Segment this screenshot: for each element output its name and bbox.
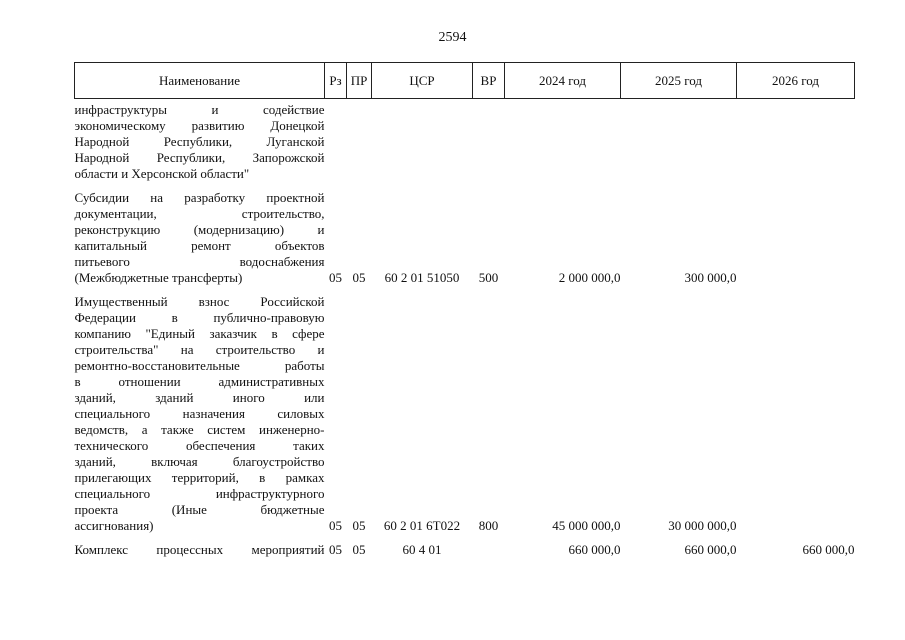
cell-vr: 500 bbox=[478, 270, 499, 285]
page-number: 2594 bbox=[438, 30, 467, 45]
header-vr: ВР bbox=[473, 63, 505, 99]
table-row bbox=[75, 286, 855, 534]
cell-2026 bbox=[737, 286, 855, 534]
cell-2024: 2 000 000,0 bbox=[558, 270, 621, 285]
header-2026: 2026 год bbox=[737, 63, 855, 99]
table-row bbox=[75, 534, 855, 558]
header-csr: ЦСР bbox=[372, 63, 473, 99]
name-line: Народной Республики, Запорожской bbox=[74, 150, 325, 165]
cell-rz bbox=[325, 99, 347, 183]
row-name bbox=[75, 182, 325, 286]
name-line: питьевого водоснабжения bbox=[74, 254, 325, 269]
cell-pr bbox=[347, 99, 372, 183]
cell-2024 bbox=[505, 99, 621, 183]
cell-vr bbox=[473, 534, 505, 558]
cell-pr: 05 bbox=[352, 542, 366, 557]
name-line: в отношении административных bbox=[74, 374, 325, 389]
name-line: зданий, зданий иного или bbox=[74, 390, 325, 405]
name-line: зданий, включая благоустройство bbox=[74, 454, 325, 469]
header-row bbox=[75, 63, 855, 99]
cell-rz: 05 bbox=[329, 518, 342, 533]
row-name bbox=[75, 534, 325, 558]
name-line: области и Херсонской области" bbox=[74, 166, 250, 181]
cell-csr: 60 2 01 6Т022 bbox=[383, 518, 461, 533]
name-line: Народной Республики, Луганской bbox=[74, 134, 325, 149]
name-line: Федерации в публично-правовую bbox=[74, 310, 325, 325]
row-name bbox=[75, 99, 325, 183]
cell-vr: 800 bbox=[478, 518, 499, 533]
cell-2025: 300 000,0 bbox=[684, 270, 737, 285]
name-line: ведомств, а также систем инженерно- bbox=[74, 422, 325, 437]
cell-2026 bbox=[737, 99, 855, 183]
name-line: инфраструктуры и содействие bbox=[74, 102, 325, 117]
name-line: прилегающих территорий, в рамках bbox=[74, 470, 325, 485]
name-line: ассигнования) bbox=[74, 518, 154, 533]
name-line: компанию "Единый заказчик в сфере bbox=[74, 326, 325, 341]
name-line: документации, строительство, bbox=[74, 206, 325, 221]
cell-pr: 05 bbox=[352, 518, 366, 533]
header-rz: Рз bbox=[325, 63, 347, 99]
name-line: Комплекс процессных мероприятий bbox=[74, 542, 325, 557]
cell-2025 bbox=[621, 99, 737, 183]
name-line: реконструкцию (модернизацию) и bbox=[74, 222, 325, 237]
cell-2024: 660 000,0 bbox=[568, 542, 621, 557]
name-line: Имущественный взнос Российской bbox=[74, 294, 325, 309]
table-row bbox=[75, 99, 855, 183]
name-line: экономическому развитию Донецкой bbox=[74, 118, 325, 133]
header-pr: ПР bbox=[347, 63, 372, 99]
name-line: технического обеспечения таких bbox=[74, 438, 325, 453]
name-line: (Межбюджетные трансферты) bbox=[74, 270, 243, 285]
cell-2025: 30 000 000,0 bbox=[668, 518, 737, 533]
cell-pr: 05 bbox=[352, 270, 366, 285]
row-name bbox=[75, 286, 325, 534]
cell-csr bbox=[372, 99, 473, 183]
name-line: специального назначения силовых bbox=[74, 406, 325, 421]
cell-vr bbox=[473, 99, 505, 183]
cell-2025: 660 000,0 bbox=[684, 542, 737, 557]
cell-csr: 60 2 01 51050 bbox=[384, 270, 460, 285]
name-line: ремонтно-восстановительные работы bbox=[74, 358, 325, 373]
name-line: строительства" на строительство и bbox=[74, 342, 325, 357]
cell-rz: 05 bbox=[329, 542, 342, 557]
cell-2026: 660 000,0 bbox=[802, 542, 855, 557]
name-line: специального инфраструктурного bbox=[74, 486, 325, 501]
header-name: Наименование bbox=[75, 63, 325, 99]
table-row bbox=[75, 182, 855, 286]
cell-2026 bbox=[737, 182, 855, 286]
cell-2024: 45 000 000,0 bbox=[552, 518, 621, 533]
cell-csr: 60 4 01 bbox=[402, 542, 442, 557]
header-2024: 2024 год bbox=[505, 63, 621, 99]
name-line: проекта (Иные бюджетные bbox=[74, 502, 325, 517]
name-line: капитальный ремонт объектов bbox=[74, 238, 325, 253]
cell-rz: 05 bbox=[329, 270, 342, 285]
name-line: Субсидии на разработку проектной bbox=[74, 190, 325, 205]
budget-table bbox=[74, 62, 855, 558]
header-2025: 2025 год bbox=[621, 63, 737, 99]
